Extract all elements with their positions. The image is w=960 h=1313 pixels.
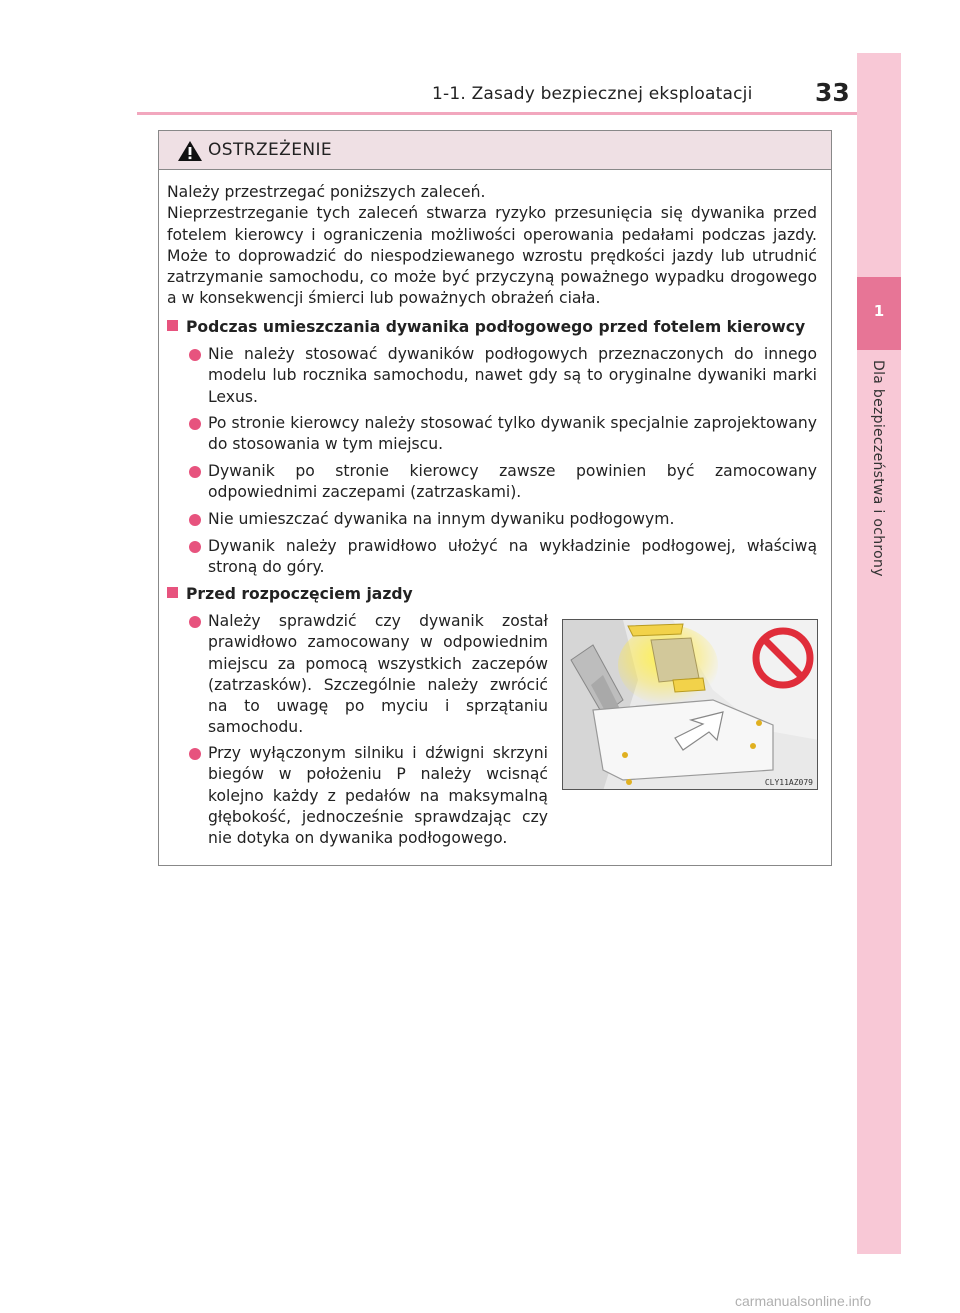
chapter-number: 1 (873, 302, 885, 320)
chapter-label: Dla bezpieczeństwa i ochrony (870, 360, 886, 577)
header-rule (137, 112, 857, 115)
warning-header (159, 131, 831, 170)
illustration-code: CLY11AZ079 (764, 778, 813, 787)
section-2-item-1: Należy sprawdzić czy dywanik został prawidłowo zamocowany w odpowiednim miejscu za pomocą wszystkich zaczepów (zatrzasków). Szczególnie należy zwrócić na to uwagę po myciu i sprzątaniu samochodu. (208, 612, 548, 737)
intro-line-1: Należy przestrzegać poniższych zaleceń. (167, 183, 486, 201)
section-title: 1-1. Zasady bezpiecznej eksploatacji (432, 84, 753, 104)
bullet-icon (189, 466, 201, 478)
section-1-item-5: Dywanik należy prawidłowo ułożyć na wykładzinie podłogowej, właściwą stroną do góry. (208, 537, 817, 577)
watermark: carmanualsonline.info (735, 1293, 872, 1309)
chapter-side-tab (857, 53, 901, 1254)
page-number: 33 (815, 78, 850, 107)
chapter-number-tab (857, 277, 901, 350)
warning-triangle-icon (177, 140, 203, 162)
section-heading-2 (167, 585, 413, 603)
section-1-item-1: Nie należy stosować dywaników podłogowych przeznaczonych do innego modelu lub rocznika samochodu, nawet gdy są to oryginalne dywaniki marki Lexus. (208, 345, 817, 406)
section-square-icon (167, 320, 178, 331)
warning-intro (167, 182, 817, 310)
chapter-label-wrap (868, 360, 890, 620)
section-2-title: Przed rozpoczęciem jazdy (186, 585, 413, 603)
warning-title: OSTRZEŻENIE (208, 140, 333, 160)
floor-mat-drawing (563, 620, 818, 790)
section-heading-1 (167, 318, 805, 336)
section-1-item-3: Dywanik po stronie kierowcy zawsze powinien być zamocowany odpowiednimi zaczepami (zatrzaskami). (208, 462, 817, 502)
bullet-icon (189, 541, 201, 553)
bullet-icon (189, 349, 201, 361)
bullet-icon (189, 514, 201, 526)
intro-line-2: Nieprzestrzeganie tych zaleceń stwarza ryzyko przesunięcia się dywanika przed fotelem kierowcy i ograniczenia możliwości operowania pedałami podczas jazdy. Może to doprowadzić do niespodziewanego wzrostu prędkości jazdy lub utrudnić zatrzymanie samochodu, co może być przyczyną poważnego wypadku drogowego a w konsekwencji śmierci lub poważnych obrażeń ciała. (167, 204, 817, 308)
section-1-title: Podczas umieszczania dywanika podłogowego przed fotelem kierowcy (186, 318, 806, 336)
section-2-item-2: Przy wyłączonym silniku i dźwigni skrzyni biegów w położeniu P należy wcisnąć kolejno każdy z pedałów na maksymalną głębokość, jednocześnie sprawdzając czy nie dotyka on dywanika podłogowego. (208, 744, 548, 848)
bullet-icon (189, 748, 201, 760)
section-square-icon (167, 587, 178, 598)
section-1-item-2: Po stronie kierowcy należy stosować tylko dywanik specjalnie zaprojektowany do stosowania w tym miejscu. (208, 414, 817, 454)
bullet-icon (189, 616, 201, 628)
bullet-icon (189, 418, 201, 430)
floor-mat-illustration (562, 619, 818, 790)
section-1-item-4: Nie umieszczać dywanika na innym dywaniku podłogowym. (208, 510, 675, 528)
